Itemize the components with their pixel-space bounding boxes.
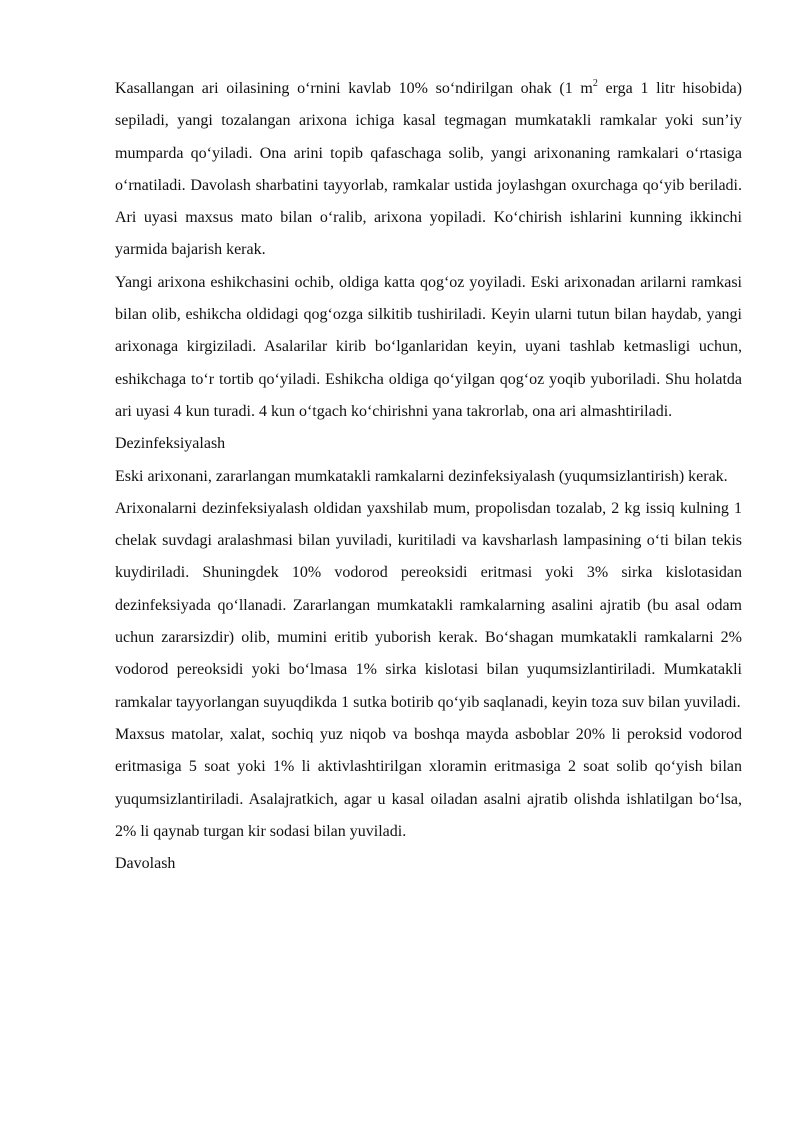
paragraph-text-part: Kasallangan ari oilasining o‘rnini kavlab 10% so‘ndirilgan ohak (1 m [115, 80, 593, 97]
superscript-squared: 2 [592, 78, 598, 89]
paragraph-disinfection-intro: Eski arixonani, zararlangan mumkatakli ramkalarni dezinfeksiyalash (yuqumsizlantirish) kerak. [115, 467, 728, 485]
section-heading-treatment: Davolash [115, 855, 176, 873]
paragraph-tools-disinfection: Maxsus matolar, xalat, sochiq yuz niqob va boshqa mayda asboblar 20% li peroksid vodorod eritmasiga 5 soat yoki 1% li aktivlashtirilgan xloramin eritmasiga 2 soat solib qo‘yish bilan yuqumsizlantiriladi. Asalajratkich, agar u kasal oiladan asalni ajratib olishda ishlatilgan bo‘lsa, 2% li qaynab turgan kir sodasi bilan yuviladi. [115, 725, 742, 840]
section-heading-disinfection: Dezinfeksiyalash [115, 435, 226, 453]
paragraph-text-part: erga 1 litr hisobida) sepiladi, yangi tozalangan arixona ichiga kasal tegmagan mumkatakli ramkalar yoki sun’iy mumparda qo‘yiladi. Ona arini topib qafaschaga solib, yangi arixonaning ramkalari o‘rtasiga o‘rnatiladi. Davolash sharbatini tayyorlab, ramkalar ustida joylashgan oxurchaga qo‘yib beriladi. Ari uyasi maxsus mato bilan o‘ralib, arixona yopiladi. Ko‘chirish ishlarini kunning ikkinchi yarmida bajarish kerak. [115, 80, 743, 259]
document-page [115, 73, 742, 880]
paragraph-relocation-procedure [115, 73, 742, 267]
paragraph-hive-disinfection: Arixonalarni dezinfeksiyalash oldidan yaxshilab mum, propolisdan tozalab, 2 kg issiq kulning 1 chelak suvdagi aralashmasi bilan yuviladi, kuritiladi va kavsharlash lampasining o‘ti bilan tekis kuydiriladi. Shuningdek 10% vodorod pereoksidi eritmasi yoki 3% sirka kislotasidan dezinfeksiyada qo‘llanadi. Zararlangan mumkatakli ramkalarning asalini ajratib (bu asal odam uchun zararsizdir) olib, mumini eritib yuborish kerak. Bo‘shagan mumkatakli ramkalarni 2% vodorod pereoksidi yoki bo‘lmasa 1% sirka kislotasi bilan yuqumsizlantiriladi. Mumkatakli ramkalar tayyorlangan suyuqdikda 1 sutka botirib qo‘yib saqlanadi, keyin toza suv bilan yuviladi. [115, 499, 742, 711]
paragraph-transfer-steps: Yangi arixona eshikchasini ochib, oldiga katta qog‘oz yoyiladi. Eski arixonadan arilarni ramkasi bilan olib, eshikcha oldidagi qog‘ozga silkitib tushiriladi. Keyin ularni tutun bilan haydab, yangi arixonaga kirgiziladi. Asalarilar kirib bo‘lganlaridan keyin, uyani tashlab ketmasligi uchun, eshikchaga to‘r tortib qo‘yiladi. Eshikcha oldiga qo‘yilgan qog‘oz yoqib yuboriladi. Shu holatda ari uyasi 4 kun turadi. 4 kun o‘tgach ko‘chirishni yana takrorlab, ona ari almashtiriladi. [115, 273, 742, 420]
